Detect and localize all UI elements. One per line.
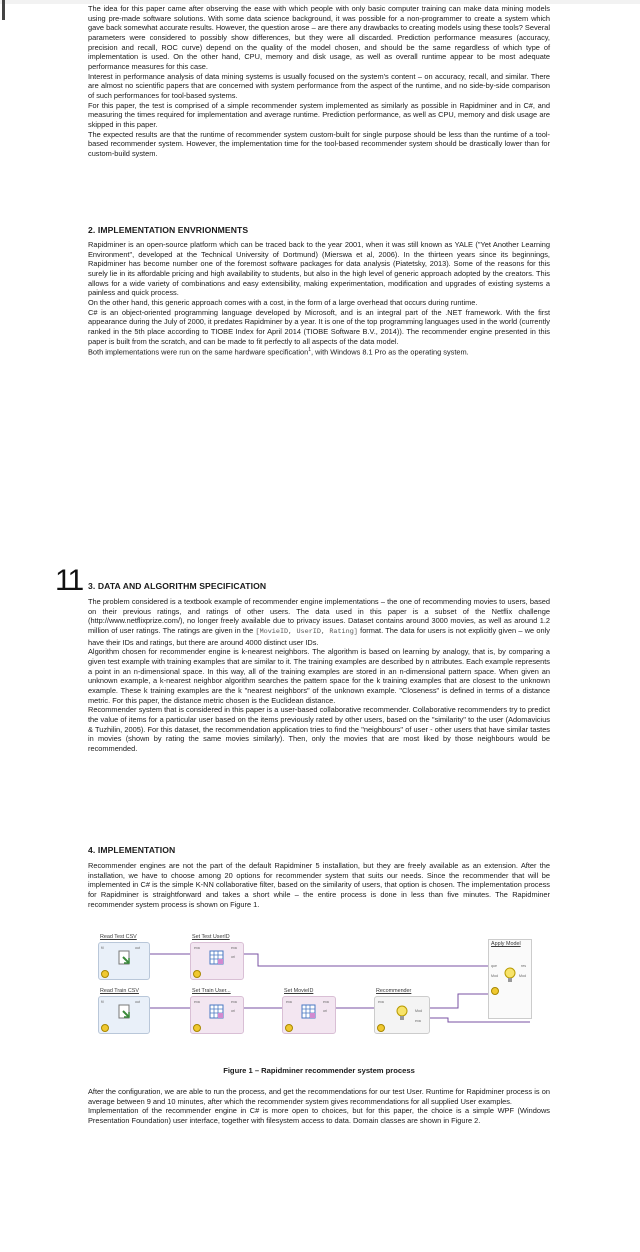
text-run: Both implementations were run on the same hardware specification xyxy=(88,347,309,357)
operator-title[interactable]: Set Train User... xyxy=(192,988,231,994)
intro-paragraph: The idea for this paper came after observing the ease with which people with only basic computer training can make data mining models using pre-made software solutions. With some data science background, it was possible for a non-programmer to create a system which gave back somewhat accurate results. However, the question arose – are there any drawbacks to creating models using these tools? Several parameters were considered to possibly show differences, but they were all discarded. Prediction performance measures (accuracy, precision and recall, ROC curve) depend on the quality of the model chosen, and should be the same regardless of which type of implementation is used. On the other hand, CPU, memory and disk usage, as well as overall runtime appear to be most adequate performance measures for this case. xyxy=(88,4,550,71)
intro-paragraph: Interest in performance analysis of data mining systems is usually focused on the system's content – on accuracy, recall, and similar. There are almost no scientific papers that are concerned with system performance from the aspect of the runtime, and no side-by-side comparison of such performances for tool-based systems. xyxy=(88,71,550,100)
section-paragraph: C# is an object-oriented programming language developed by Microsoft, and is an integral part of the .NET framework. With the first appearance during the July of 2000, it predates Rapidminer by a year. It is one of the top programming languages used in the world (currently ranked in the 5th place according to TIOBE Index for April 2014 (TIOBE Software B.V., 2014)). The recommender engine presented in this paper is built from the scratch, and can be made to fit perfectly to all aspects of the data model. xyxy=(88,307,550,346)
section-paragraph: Rapidminer is an open-source platform which can be traced back to the year 2001, when it was still known as YALE ("Yet Another Learning Environment", developed at the Technical University of Dortmund) (Mierswa et al, 2006). In the thirteen years since its beginnings, Rapidminer has become number one of the foremost software packages for data analysis (Piatetsky, 2013). Some of the reasons for this surely lie in its affordable pricing and high availability to students, but also in the high level of generic approach adopted by the creators. This allows for a wide variety of combinations and easy extensibility, making experimentation, modification and upgrades of existing systems a painless and quick process. xyxy=(88,240,550,298)
figure-1-diagram xyxy=(98,934,530,1052)
table-icon xyxy=(209,950,225,966)
status-indicator xyxy=(491,987,499,995)
operator-title[interactable]: Set MovieID xyxy=(284,988,314,994)
section-paragraph: Implementation of the recommender engine in C# is more open to choices, but for this paper, the choice is a simple WPF (Windows Presentation Foundation) user interface, together with filesystem access to data. Domain classes are shown in Figure 2. xyxy=(88,1106,550,1125)
operator-read-train-csv[interactable] xyxy=(98,996,150,1034)
port-label: exa xyxy=(415,1019,421,1023)
port-label: out xyxy=(135,946,140,950)
port-label: ori xyxy=(231,955,235,959)
text-run: The problem considered is a textbook example of recommender engine implementations – the one of recommending movies to users, based on their previous ratings, and ratings of other users. The data used in this paper is a subset of the Netflix challenge (http://www.netflixprize.com/), no longer freely available due to privacy issues. Dataset contains around 3000 movies, as well as around 1.2 million of user ratings. The ratings are given in the xyxy=(88,597,550,635)
section-paragraph: After the configuration, we are able to run the process, and get the recommendations for our test User. Runtime for Rapidminer process is on average between 9 and 10 minutes, after which the recommender system gives recommendations for all supplied User examples. xyxy=(88,1087,550,1106)
port-label: exa xyxy=(194,946,200,950)
operator-recommender[interactable] xyxy=(374,996,430,1034)
status-indicator xyxy=(193,1024,201,1032)
scroll-mark xyxy=(2,0,5,20)
port-label: Mod xyxy=(491,974,498,978)
port-label: exa xyxy=(378,1000,384,1004)
table-icon xyxy=(209,1004,225,1020)
operator-title[interactable]: Read Train CSV xyxy=(100,988,139,994)
port-label: exa xyxy=(323,1000,329,1004)
section-4 xyxy=(88,845,550,909)
port-label: exa xyxy=(286,1000,292,1004)
intro-section xyxy=(88,4,550,159)
status-indicator xyxy=(101,970,109,978)
port-label: exa xyxy=(231,946,237,950)
edge xyxy=(428,994,488,1008)
figure-caption: Figure 1 – Rapidminer recommender system process xyxy=(223,1066,415,1075)
table-icon xyxy=(301,1004,317,1020)
status-indicator xyxy=(377,1024,385,1032)
lightbulb-icon xyxy=(503,967,517,985)
port-label: exa xyxy=(194,1000,200,1004)
port-label: res xyxy=(521,964,526,968)
edge xyxy=(244,954,488,966)
operator-set-train-user[interactable] xyxy=(190,996,244,1034)
port-label: Mod xyxy=(519,974,526,978)
section-paragraph: Recommender system that is considered in this paper is a user-based collaborative recommender. Collaborative recommenders try to predict the value of items for a particular user based on the items previously rated by other users, based on the "similarity" to the user (Adomavicius & Tuzhilin, 2005). For this dataset, the recommendation application tries to find the "neighbours" of user - other users that have similar tastes in movies (shown by rating the same movies similarly). Then, only the movies that are most liked by those neighbours would be recommended. xyxy=(88,705,550,753)
operator-title[interactable]: Recommender xyxy=(376,988,412,994)
port-label: ori xyxy=(231,1009,235,1013)
text-run: , with Windows 8.1 Pro as the operating system. xyxy=(310,347,469,357)
operator-title[interactable]: Set Test UserID xyxy=(192,934,230,940)
section-heading: 3. DATA AND ALGORITHM SPECIFICATION xyxy=(88,581,267,591)
section-4-continued xyxy=(88,1087,550,1126)
section-paragraph: Recommender engines are not the part of the default Rapidminer 5 installation, but they are freely available as an extension. After the installation, we have to choose among 20 options for recommender system that suits our needs. Since the recommender that will be implemented in C# is the simple K-NN collaborative filter, based on the similarity of users, that option is chosen. The implementation process for Rapidminer is straightforward and takes a short while – the entire process is done in less than five minutes. The Rapidminer recommender system process is shown on Figure 1. xyxy=(88,861,550,909)
port-label: que xyxy=(491,964,497,968)
page-number: 11 xyxy=(55,564,83,597)
section-paragraph xyxy=(88,597,550,647)
operator-read-test-csv[interactable] xyxy=(98,942,150,980)
text-run: format. The data for users is not explicitly given – we only have their IDs and ratings, but there are around 4000 distinct user IDs. xyxy=(88,625,550,647)
process-connections xyxy=(98,934,530,1052)
footnote-marker: 1 xyxy=(308,347,311,354)
section-2 xyxy=(88,225,550,357)
status-indicator xyxy=(285,1024,293,1032)
port-label: Mod xyxy=(415,1009,422,1013)
code-snippet: [MovieID, UserID, Rating] xyxy=(255,627,358,636)
operator-title: Apply Model xyxy=(491,941,521,947)
port-label: out xyxy=(135,1000,140,1004)
section-3 xyxy=(88,581,550,754)
port-label: ori xyxy=(323,1009,327,1013)
operator-apply-model[interactable] xyxy=(488,939,532,1019)
operator-title[interactable]: Read Test CSV xyxy=(100,934,137,940)
port-label: fil xyxy=(101,1000,104,1004)
intro-paragraph: For this paper, the test is comprised of a simple recommender system implemented as similarly as possible in Rapidminer and in C#, and measuring the times required for implementation and average runtime. Prediction performance, as well as CPU, memory and disk usage are skipped in this paper. xyxy=(88,100,550,129)
intro-paragraph: The expected results are that the runtime of recommender system custom-built for single purpose should be less than the runtime of a tool-based recommender system. However, the implementation time for the tool-based recommender system should be drastically lower than for custom-build system. xyxy=(88,129,550,158)
section-paragraph xyxy=(88,346,550,357)
csv-import-icon xyxy=(117,949,133,967)
section-heading: 2. IMPLEMENTATION ENVRIONMENTS xyxy=(88,225,249,235)
section-paragraph: On the other hand, this generic approach comes with a cost, in the form of a large overhead that occurs during runtime. xyxy=(88,297,478,307)
lightbulb-icon xyxy=(395,1005,409,1023)
section-paragraph: Algorithm chosen for recommender engine is k-nearest neighbors. The algorithm is based on learning by analogy, that is, by comparing a given test example with training examples that are similar to it. The training examples are described by n attributes. Each example represents a point in an n-dimensional space. In this way, all of the training examples are stored in an n-dimensional pattern space. When given an unknown example, a k-nearest neighbor algorithm searches the pattern space for the k training examples that are closest to the unknown example. These k training examples are the k "nearest neighbors" of the unknown example. "Closeness" is defined in terms of a distance metric. For this paper, the distance metric chosen is the Euclidean distance. xyxy=(88,647,550,705)
operator-set-test-userid[interactable] xyxy=(190,942,244,980)
status-indicator xyxy=(101,1024,109,1032)
port-label: exa xyxy=(231,1000,237,1004)
port-label: fil xyxy=(101,946,104,950)
csv-import-icon xyxy=(117,1003,133,1021)
status-indicator xyxy=(193,970,201,978)
section-heading: 4. IMPLEMENTATION xyxy=(88,845,176,855)
operator-set-movieid[interactable] xyxy=(282,996,336,1034)
